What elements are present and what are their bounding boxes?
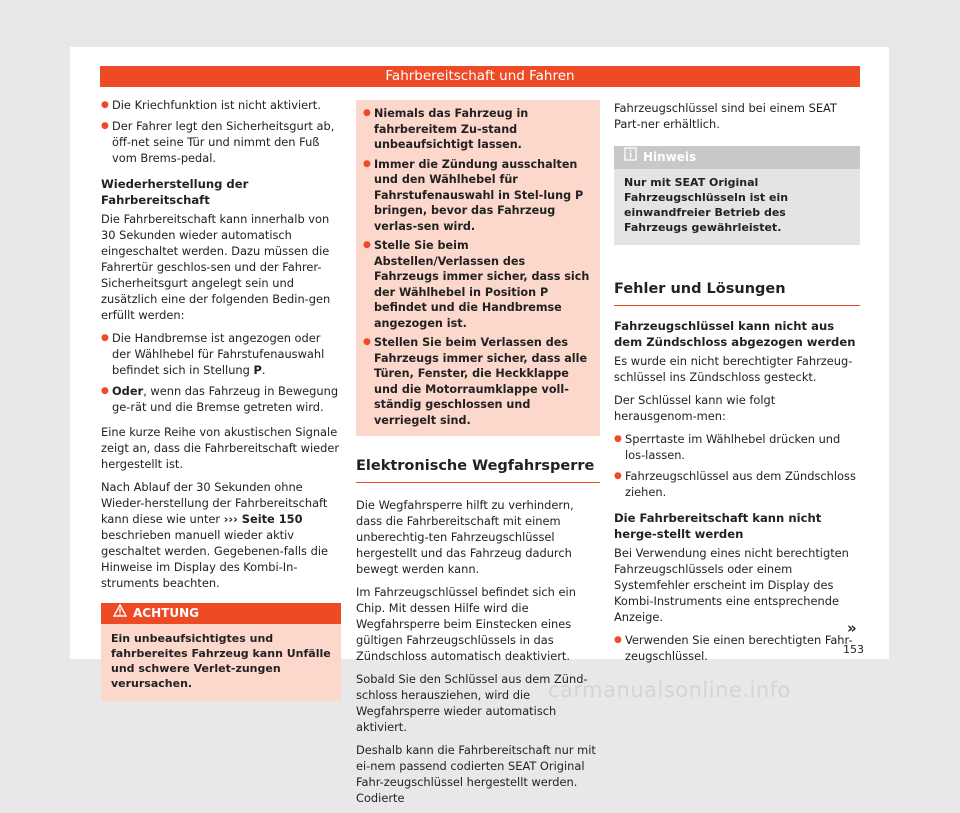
- bullet-text: , wenn das Fahrzeug in Bewegung ge-rät und die Bremse getreten wird.: [112, 384, 339, 414]
- warning-box: [101, 603, 341, 701]
- warning-bullet: ● Stellen Sie beim Verlassen des Fahrzeugs immer sicher, dass alle Türen, Fenster, die Heckklappe und die Motorraumklappe voll-ständig geschlossen und verriegelt sind.: [363, 335, 593, 428]
- gear-position: P: [253, 363, 262, 377]
- warning-text: Ein unbeaufsichtigtes und fahrbereites Fahrzeug kann Unfälle und schwere Verlet-zungen verursachen.: [111, 632, 331, 690]
- section-title: Elektronische Wegfahrsperre: [356, 458, 600, 483]
- bullet-item: ● Die Kriechfunktion ist nicht aktiviert.: [101, 97, 341, 113]
- column-middle: [356, 100, 600, 813]
- note-title: Hinweis: [643, 150, 697, 164]
- warning-bullet: ● Immer die Zündung ausschalten und den Wählhebel für Fahrstufenauswahl in Stel-lung P bringen, bevor das Fahrzeug verlas-sen wird.: [363, 157, 593, 235]
- paragraph: Die Fahrbereitschaft kann innerhalb von 30 Sekunden wieder automatisch eingeschaltet werden. Dazu müssen die Fahrertür geschlos-sen und der Fahrer-Sicherheitsgurt angelegt sein und zusätzlich eine der folgenden Bedin-gen erfüllt werden:: [101, 212, 331, 322]
- note-box: [614, 146, 860, 245]
- paragraph: Im Fahrzeugschlüssel befindet sich ein Chip. Mit dessen Hilfe wird die Wegfahrsperre beim Einstecken eines gültigen Fahrzeugschlüssels in das Zündschloss automatisch deaktiviert.: [356, 585, 576, 663]
- subheading: Fahrzeugschlüssel kann nicht aus dem Zündschloss abgezogen werden: [614, 319, 856, 349]
- page-reference-link[interactable]: ››› Seite 150: [223, 512, 303, 526]
- bullet-bold: Oder: [112, 384, 144, 398]
- page-header: Fahrbereitschaft und Fahren: [100, 66, 860, 87]
- bullet-item: ● Der Fahrer legt den Sicherheitsgurt ab, öff-net seine Tür und nimmt den Fuß vom Brems-pedal.: [101, 118, 341, 166]
- paragraph: Eine kurze Reihe von akustischen Signale zeigt an, dass die Fahrbereitschaft wieder hergestellt ist.: [101, 425, 340, 471]
- warning-bullet: ● Stelle Sie beim Abstellen/Verlassen des Fahrzeugs immer sicher, dass sich der Wählhebel in Position P befindet und die Handbremse angezogen ist.: [363, 238, 593, 331]
- bullet-text-end: .: [261, 363, 266, 377]
- page-number: 153: [843, 643, 864, 656]
- warning-triangle-icon: [113, 603, 127, 624]
- bullet-item: ● Fahrzeugschlüssel aus dem Zündschloss ziehen.: [614, 468, 860, 500]
- paragraph-text: Nach Ablauf der 30 Sekunden ohne Wieder-herstellung der Fahrbereitschaft kann diese wie unter: [101, 480, 328, 526]
- paragraph: Es wurde ein nicht berechtigter Fahrzeug-schlüssel ins Zündschloss gesteckt.: [614, 354, 853, 384]
- section-title: Fehler und Lösungen: [614, 281, 860, 306]
- subheading: Die Fahrbereitschaft kann nicht herge-stellt werden: [614, 511, 822, 541]
- continue-arrow-icon: »: [847, 619, 857, 637]
- paragraph: Fahrzeugschlüssel sind bei einem SEAT Part-ner erhältlich.: [614, 101, 837, 131]
- column-left: [101, 97, 341, 701]
- paragraph: Bei Verwendung eines nicht berechtigten Fahrzeugschlüssels oder einem Systemfehler erscheint im Display des Kombi-Instruments eine entsprechende Anzeige.: [614, 546, 849, 624]
- paragraph: [101, 479, 341, 591]
- paragraph-text: beschrieben manuell wieder aktiv geschaltet werden. Gegebenen-falls die Hinweise im Display des Kombi-In-struments beachten.: [101, 528, 329, 590]
- bullet-item: [101, 330, 341, 378]
- column-right: [614, 100, 860, 669]
- bullet-item: [101, 383, 341, 415]
- bullet-text: Die Handbremse ist angezogen oder der Wählhebel für Fahrstufenauswahl befindet sich in Stellung: [112, 331, 325, 377]
- warning-continued-box: [356, 100, 600, 436]
- paragraph: Die Wegfahrsperre hilft zu verhindern, dass die Fahrbereitschaft mit einem unberechtig-ten Fahrzeugschlüssel hergestellt und das Fahrzeug dadurch bewegt werden kann.: [356, 498, 574, 576]
- watermark: carmanualsonline.info: [548, 678, 791, 702]
- subheading: Wiederherstellung der Fahrbereitschaft: [101, 177, 249, 207]
- bullet-item: ● Sperrtaste im Wählhebel drücken und los-lassen.: [614, 431, 860, 463]
- warning-bullet: ● Niemals das Fahrzeug in fahrbereitem Zu-stand unbeaufsichtigt lassen.: [363, 106, 593, 153]
- note-text: Nur mit SEAT Original Fahrzeugschlüsseln ist ein einwandfreier Betrieb des Fahrzeugs gewährleistet.: [624, 176, 789, 234]
- paragraph: Sobald Sie den Schlüssel aus dem Zünd-schloss herausziehen, wird die Wegfahrsperre wieder automatisch aktiviert.: [356, 672, 588, 734]
- info-icon: [624, 146, 637, 169]
- note-header: [614, 146, 860, 169]
- bullet-item: ● Verwenden Sie einen berechtigten Fahr-zeugschlüssel.: [614, 632, 860, 664]
- warning-header: [101, 603, 341, 624]
- warning-title: ACHTUNG: [133, 606, 199, 620]
- paragraph: Deshalb kann die Fahrbereitschaft nur mit ei-nem passend codierten SEAT Original Fahr-zeugschlüssel hergestellt werden. Codierte: [356, 743, 596, 805]
- paragraph: Der Schlüssel kann wie folgt herausgenom-men:: [614, 393, 776, 423]
